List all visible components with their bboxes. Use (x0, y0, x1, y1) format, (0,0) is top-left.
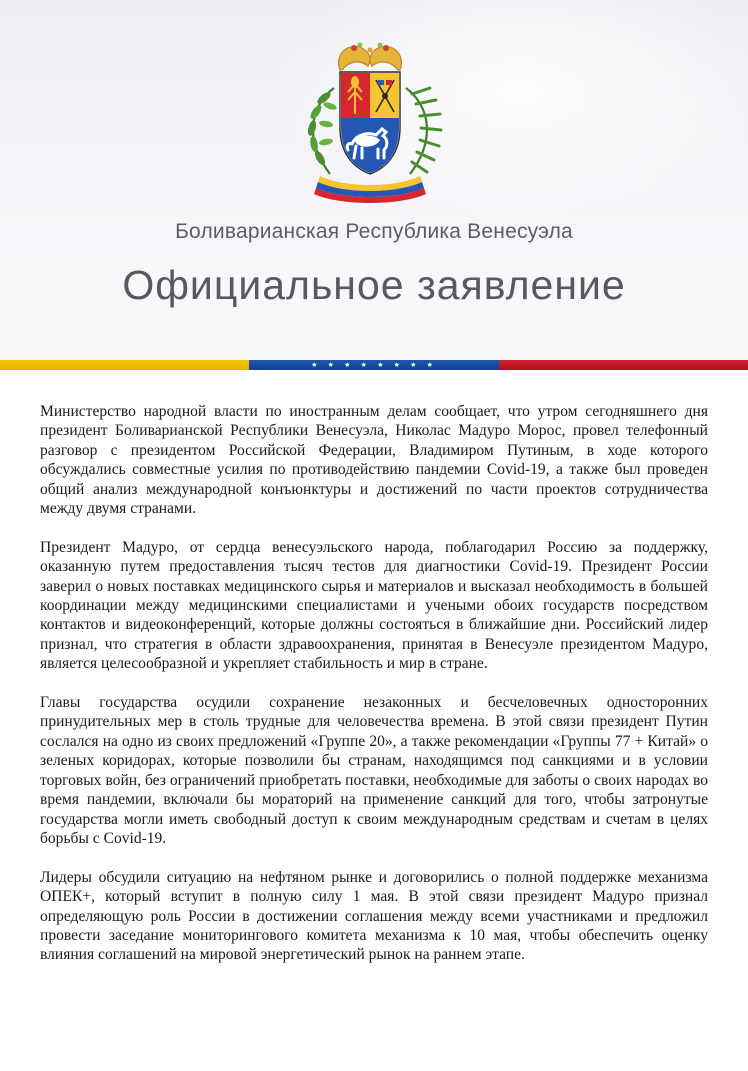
paragraph-4: Лидеры обсудили ситуацию на нефтяном рынке и договорились о полной поддержке механизма ОПЕК+, который вступит в полную силу 1 мая. В этой связи президент Мадуро признал определяющую роль России в достижении соглашения между всеми участниками и предложил провести заседание мониторингового комитета механизма к 10 мая, чтобы обеспечить оценку влияния соглашений на мировой энергетический рынок на раннем этапе. (40, 868, 708, 964)
flag-band-red (499, 360, 748, 370)
statement-body (40, 402, 708, 984)
country-name: Боливарианская Республика Венесуэла (175, 220, 573, 243)
flag-band-yellow (0, 360, 249, 370)
flag-stars: ★ ★ ★ ★ ★ ★ ★ ★ (311, 361, 437, 369)
paragraph-2: Президент Мадуро, от сердца венесуэльского народа, поблагодарил Россию за поддержку, оказанную путем предоставления тысяч тестов для диагностики Covid-19. Президент России заверил о новых поставках медицинского сырья и материалов и высказал необходимость в большей координации между медицинскими специалистами и учеными обоих государств посредством контактов и видеоконференций, которые должны состояться в ближайшие дни. Российский лидер признал, что стратегия в области здравоохранения, принятая в Венесуэле президентом Мадуро, является целесообразной и укрепляет стабильность и мир в стране. (40, 538, 708, 673)
document-title: Официальное заявление (122, 262, 626, 308)
statement-header (0, 0, 748, 362)
flag-color-band (0, 360, 748, 370)
coat-of-arms-emblem (290, 36, 450, 204)
paragraph-1: Министерство народной власти по иностранным делам сообщает, что утром сегодняшнего дня президент Боливарианской Республики Венесуэла, Николас Мадуро Морос, провел телефонный разговор с президентом Российской Федерации, Владимиром Путиным, в ходе которого обсуждались совместные усилия по противодействию пандемии Covid-19, а также был проведен общий анализ международной конъюнктуры и достижений по части проектов сотрудничества между двумя странами. (40, 403, 708, 518)
flag-band-blue (249, 360, 498, 370)
paragraph-3: Главы государства осудили сохранение незаконных и бесчеловечных односторонних принудительных мер в столь трудные для человечества времена. В этой связи президент Путин сослался на одно из своих предложений «Группе 20», а также рекомендации «Группы 77 + Китай» о зеленых коридорах, которые позволили бы странам, находящимся под санкциями и в условии торговых войн, без ограничений приобретать поставки, необходимые для заботы о своих народах во время пандемии, включали бы мораторий на применение санкций для того, чтобы затронутые государства могли иметь свободный доступ к своим международным средствам и счетам в целях борьбы с Covid-19. (40, 694, 708, 847)
